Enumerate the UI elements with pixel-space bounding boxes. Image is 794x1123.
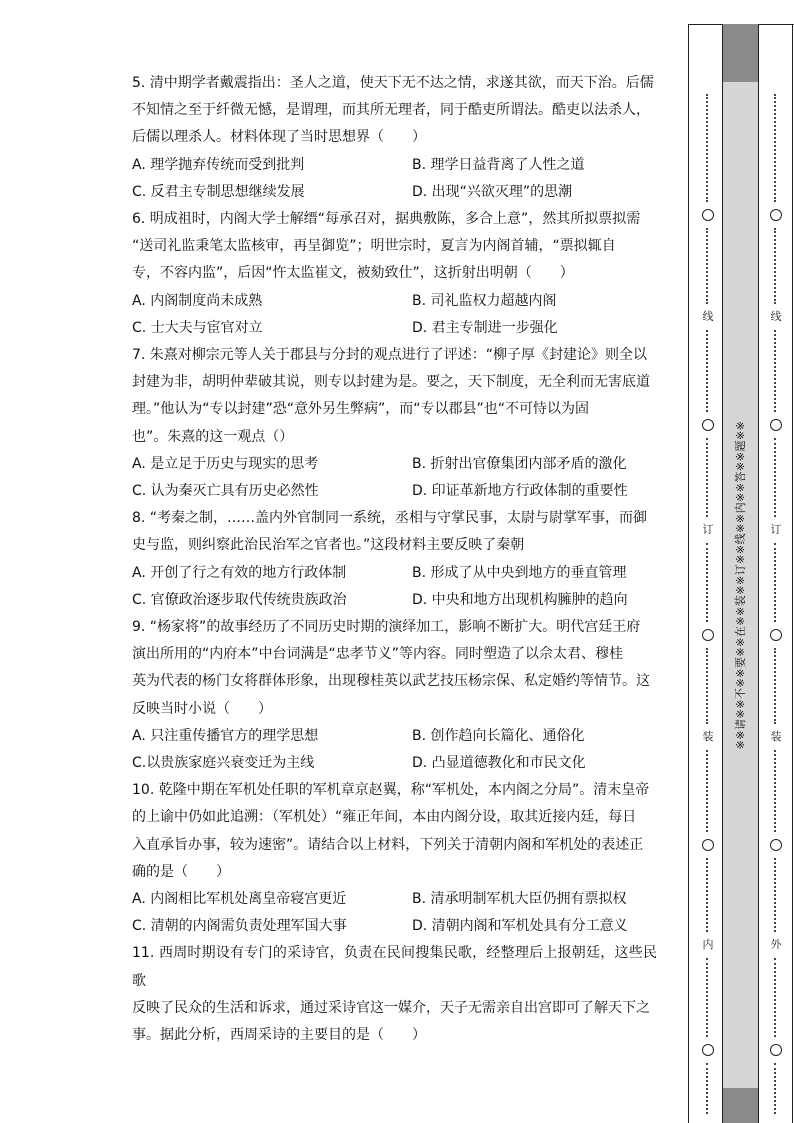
dotted-segment xyxy=(706,330,711,412)
dotted-segment xyxy=(774,330,779,412)
dotted-segment xyxy=(774,858,779,932)
answer-option: A. 是立足于历史与现实的思考 xyxy=(132,455,319,472)
binding-band-right-line xyxy=(758,24,759,1123)
binding-gray-top xyxy=(722,24,758,82)
question-text-line: 9. “杨家将”的故事经历了不同历史时期的演绎加工，影响不断扩大。明代宫廷王府 xyxy=(132,618,641,635)
dotted-segment xyxy=(774,750,779,832)
dotted-segment xyxy=(774,228,779,304)
option-row xyxy=(132,723,657,750)
question-text-line: 后儒以理杀人。材料体现了当时思想界（ ） xyxy=(132,129,426,146)
binding-mark: 线 xyxy=(702,310,714,323)
binding-mark: 装 xyxy=(702,730,714,743)
question-item xyxy=(132,777,657,940)
dotted-segment xyxy=(706,858,711,932)
dotted-segment xyxy=(774,958,779,1037)
dotted-segment xyxy=(706,438,711,517)
answer-option: D. 君主专制进一步强化 xyxy=(412,319,558,336)
question-item xyxy=(132,70,657,206)
question-text-line: 事。据此分析，西周采诗的主要目的是（ ） xyxy=(132,1026,426,1043)
binding-gray-bottom xyxy=(722,1088,758,1123)
answer-option: B. 创作趋向长篇化、通俗化 xyxy=(412,727,585,744)
binding-outer-line xyxy=(792,24,793,1123)
question-item xyxy=(132,614,657,777)
option-row xyxy=(132,560,657,587)
dotted-segment xyxy=(706,1063,711,1114)
answer-option: D. 凸显道德教化和市民文化 xyxy=(412,754,586,771)
answer-option: B. 理学日益背离了人性之道 xyxy=(412,156,585,173)
binding-hole-circle xyxy=(702,1044,714,1056)
binding-hole-circle xyxy=(702,209,714,221)
answer-option: D. 清朝内阁和军机处具有分工意义 xyxy=(412,918,628,935)
binding-hole-circle xyxy=(770,209,782,221)
binding-hole-circle xyxy=(702,629,714,641)
answer-option: D. 中央和地方出现机构臃肿的趋向 xyxy=(412,591,628,608)
option-row xyxy=(132,886,657,913)
dotted-segment xyxy=(774,1063,779,1114)
answer-option: B. 形成了从中央到地方的垂直管理 xyxy=(412,564,627,581)
answer-option: C. 认为秦灭亡具有历史必然性 xyxy=(132,482,319,499)
answer-option: D. 出现“兴欲灭理”的思潮 xyxy=(412,183,573,200)
binding-mark: 订 xyxy=(702,523,714,536)
binding-hole-circle xyxy=(702,419,714,431)
answer-option: A. 只注重传播官方的理学思想 xyxy=(132,727,319,744)
question-text-line: 英为代表的杨门女将群体形象，出现穆桂英以武艺技压杨宗保、私定婚约等情节。这 xyxy=(132,673,650,690)
question-text-line: 史与监，则纠察此治民治军之官者也。”这段材料主要反映了秦朝 xyxy=(132,537,525,554)
binding-hole-circle xyxy=(770,419,782,431)
option-row xyxy=(132,478,657,505)
question-text-line: 11. 西周时期设有专门的采诗官，负责在民间搜集民歌，经整理后上报朝廷，这些民歌 xyxy=(132,945,657,989)
question-text-line: 不知情之至于纤微无憾，是谓理，而其所无理者，同于酷吏所谓法。酷吏以法杀人， xyxy=(132,102,650,119)
binding-hole-circle xyxy=(770,1044,782,1056)
dotted-segment xyxy=(706,228,711,304)
answer-option: B. 司礼监权力超越内阁 xyxy=(412,292,557,309)
dotted-segment xyxy=(706,750,711,832)
binding-notice: ※※请※※不※※要※※在※※装※※订※※线※※内※※答※※题※※ xyxy=(734,420,747,750)
binding-mark: 装 xyxy=(770,730,782,743)
question-text-line: 入直承旨办事，较为速密”。请结合以上材料，下列关于清朝内阁和军机处的表述正 xyxy=(132,836,644,853)
outer-rail xyxy=(766,24,786,1123)
binding-band-left-line xyxy=(722,24,723,1123)
answer-option: C. 反君主专制思想继续发展 xyxy=(132,183,305,200)
question-text-line: 反映了民众的生活和诉求，通过采诗官这一媒介，天子无需亲自出宫即可了解天下之 xyxy=(132,999,650,1016)
dotted-segment xyxy=(706,94,711,202)
answer-option: A. 理学抛弃传统而受到批判 xyxy=(132,156,305,173)
option-row xyxy=(132,288,657,315)
question-text-line: 反映当时小说（ ） xyxy=(132,700,272,717)
option-row xyxy=(132,179,657,206)
question-item xyxy=(132,940,657,1049)
question-text-line: 演出所用的“内府本”中台词满是“忠孝节义”等内容。同时塑造了以佘太君、穆桂 xyxy=(132,646,624,663)
option-row xyxy=(132,587,657,614)
binding-mark: 订 xyxy=(770,523,782,536)
answer-option: B. 折射出官僚集团内部矛盾的激化 xyxy=(412,455,627,472)
binding-hole-circle xyxy=(770,629,782,641)
dotted-segment xyxy=(706,958,711,1037)
question-text-line: 8. “考秦之制，……盖内外官制同一系统，丞相与守掌民事，太尉与尉掌军事，而御 xyxy=(132,510,648,527)
answer-option: C. 官僚政治逐步取代传统贵族政治 xyxy=(132,591,347,608)
answer-option: D. 印证革新地方行政体制的重要性 xyxy=(412,482,628,499)
question-text-line: 的上谕中仍如此追溯：（军机处）“雍正年间，本由内阁分设，取其近接内廷，每日 xyxy=(132,809,637,826)
answer-option: A. 开创了行之有效的地方行政体制 xyxy=(132,564,347,581)
binding-inner-line xyxy=(688,24,689,1123)
option-row xyxy=(132,913,657,940)
dotted-segment xyxy=(774,438,779,517)
option-row xyxy=(132,152,657,179)
question-text-line: 6. 明成祖时，内阁大学士解缙“每承召对，据典敷陈，多合上意”，然其所拟票拟需 xyxy=(132,210,641,227)
question-text-line: 5. 清中期学者戴震指出：圣人之道，使天下无不达之情，求遂其欲，而天下治。后儒 xyxy=(132,75,654,91)
binding-hole-circle xyxy=(770,839,782,851)
question-item xyxy=(132,505,657,614)
question-text-line: 封建为非，胡明仲辈破其说，则专以封建为是。要之，天下制度，无全利而无害底道 xyxy=(132,374,650,391)
dotted-segment xyxy=(774,543,779,622)
option-row xyxy=(132,750,657,777)
dotted-segment xyxy=(706,648,711,724)
option-row xyxy=(132,451,657,478)
question-text-line: 专，不容内监”，后因“忤太监崔文，被劾致仕”，这折射出明朝（ ） xyxy=(132,265,574,282)
binding-mark: 线 xyxy=(770,310,782,323)
question-item xyxy=(132,342,657,505)
answer-option: C.以贵族家庭兴衰变迁为主线 xyxy=(132,754,315,771)
question-text-line: 理。”他认为“专以封建”恐“意外另生弊病”，而“专以郡县”也“不可恃以为固 xyxy=(132,401,590,418)
answer-option: A. 内阁相比军机处离皇帝寝宫更近 xyxy=(132,890,347,907)
answer-option: C. 士大夫与宦官对立 xyxy=(132,319,263,336)
question-text-line: 也”。朱熹的这一观点（） xyxy=(132,428,294,445)
question-item xyxy=(132,206,657,342)
question-text-line: 确的是（ ） xyxy=(132,863,230,880)
dotted-segment xyxy=(706,543,711,622)
answer-option: C. 清朝的内阁需负责处理军国大事 xyxy=(132,918,347,935)
binding-mark: 内 xyxy=(702,938,714,951)
question-list xyxy=(132,70,657,1049)
binding-mark: 外 xyxy=(770,938,782,951)
answer-option: A. 内阁制度尚未成熟 xyxy=(132,292,263,309)
question-text-line: 10. 乾隆中期在军机处任职的军机章京赵翼，称“军机处，本内阁之分局”。清末皇帝 xyxy=(132,782,650,799)
inner-rail xyxy=(698,24,718,1123)
question-text-line: “送司礼监秉笔太监核审，再呈御览”；明世宗时，夏言为内阁首辅，“票拟辄自 xyxy=(132,238,616,255)
question-text-line: 7. 朱熹对柳宗元等人关于郡县与分封的观点进行了评述：“柳子厚《封建论》则全以 xyxy=(132,346,648,363)
option-row xyxy=(132,315,657,342)
dotted-segment xyxy=(774,648,779,724)
answer-option: B. 清承明制军机大臣仍拥有票拟权 xyxy=(412,890,627,907)
binding-hole-circle xyxy=(702,839,714,851)
dotted-segment xyxy=(774,94,779,202)
